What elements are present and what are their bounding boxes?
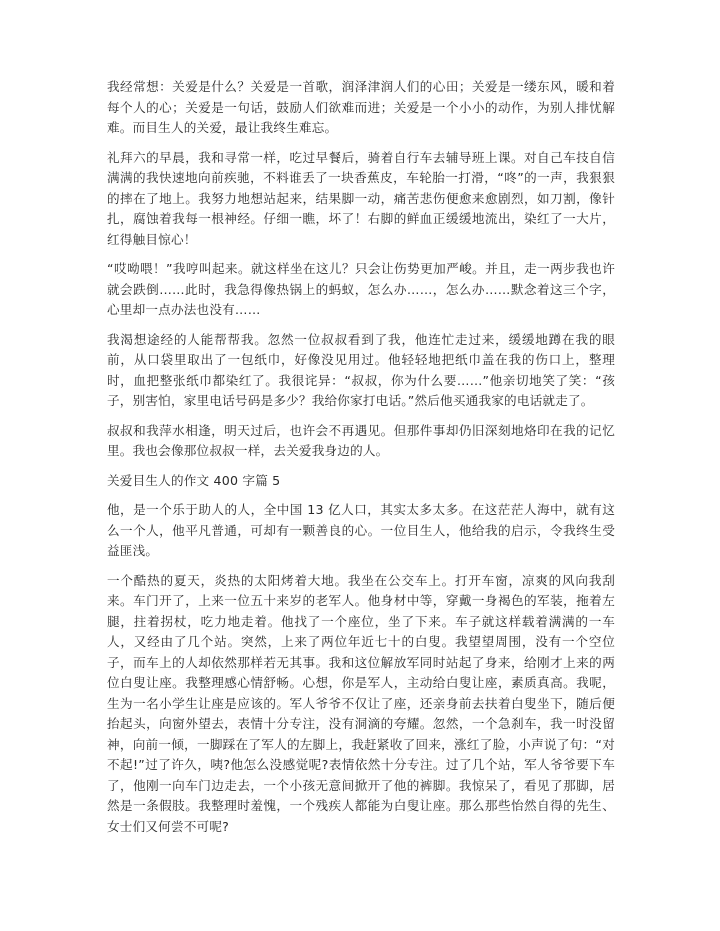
paragraph: 我渴想途经的人能帮帮我。忽然一位叔叔看到了我，他连忙走过来，缓缓地蹲在我的眼前，从口袋里取出了一包纸巾，好像没见用过。他轻轻地把纸巾盖在我的伤口上，整理时，血把整张纸巾都染红了。我很诧异：“叔叔，你为什么要……”他亲切地笑了笑：“孩子，别害怕，家里电话号码是多少？我给你家打电话。”然后他买通我家的电话就走了。 [107,331,615,408]
document-body [107,77,615,846]
paragraph: 他，是一个乐于助人的人，全中国 13 亿人口，其实太多太多。在这茫茫人海中，就有这么一个人，他平凡普通，可却有一颗善良的心。一位目生人，他给我的启示，令我终生受益匪浅。 [107,502,615,558]
paragraph: 一个酷热的夏天，炎热的太阳烤着大地。我坐在公交车上。打开车窗，凉爽的风向我刮来。车门开了，上来一位五十来岁的老军人。他身材中等，穿戴一身褐色的军装，拖着左腿，拄着拐杖，吃力地走着。他找了一个座位，坐了下来。车子就这样载着满满的一车人，又经由了几个站。突然，上来了两位年近七十的白叟。我望望周围，没有一个空位子，而车上的人却依然那样若无其事。我和这位解放军同时站起了身来，给刚才上来的两位白叟让座。我整理感心情舒畅。心想，你是军人，主动给白叟让座，素质真高。我呢，生为一名小学生让座是应该的。军人爷爷不仅让了座，还亲身前去扶着白叟坐下，随后便抬起头，向窗外望去，表情十分专注，没有洞滴的夸耀。忽然，一个急刹车，我一时没留神，向前一倾，一脚踩在了军人的左脚上，我赶紧收了回来，涨红了脸，小声说了句：“对不起!”过了许久，咦?他怎么没感觉呢?表情依然十分专注。过了几个站，军人爷爷要下车了，他刚一向车门边走去，一个小孩无意间掀开了他的裤脚。我惊呆了，看见了那脚，居然是一条假肢。我整理时羞愧，一个残疾人都能为白叟让座。那么那些怡然自得的先生、女士们又何尝不可呢? [107,572,615,834]
paragraph: 叔叔和我萍水相逢，明天过后，也许会不再遇见。但那件事却仍旧深刻地烙印在我的记忆里。我也会像那位叔叔一样，去关爱我身边的人。 [107,422,615,458]
paragraph: 礼拜六的早晨，我和寻常一样，吃过早餐后，骑着自行车去辅导班上课。对自己车技自信满满的我快速地向前疾驰，不料谁丢了一块香蕉皮，车轮胎一打滑，“咚”的一声，我狠狠的摔在了地上。我努力地想站起来，结果脚一动，痛苦悲伤便愈来愈剧烈，如刀割，像针扎，腐蚀着我每一根神经。仔细一瞧，坏了！右脚的鲜血正缓缓地流出，染红了一大片，红得触目惊心！ [107,149,615,247]
paragraph: 我经常想：关爱是什么？关爱是一首歌，润泽津润人们的心田；关爱是一缕东风，暖和着每个人的心；关爱是一句话，鼓励人们欲难而进；关爱是一个小小的动作，为别人排忧解难。而目生人的关爱，最让我终生难忘。 [107,79,615,135]
section-heading: 关爱目生人的作文 400 字篇 5 [107,472,281,488]
paragraph: “哎呦喂！”我哼叫起来。就这样坐在这儿？只会让伤势更加严峻。并且，走一两步我也许就会跌倒……此时，我急得像热锅上的蚂蚁，怎么办……，怎么办……默念着这三个字，心里却一点办法也没有…… [107,261,615,317]
